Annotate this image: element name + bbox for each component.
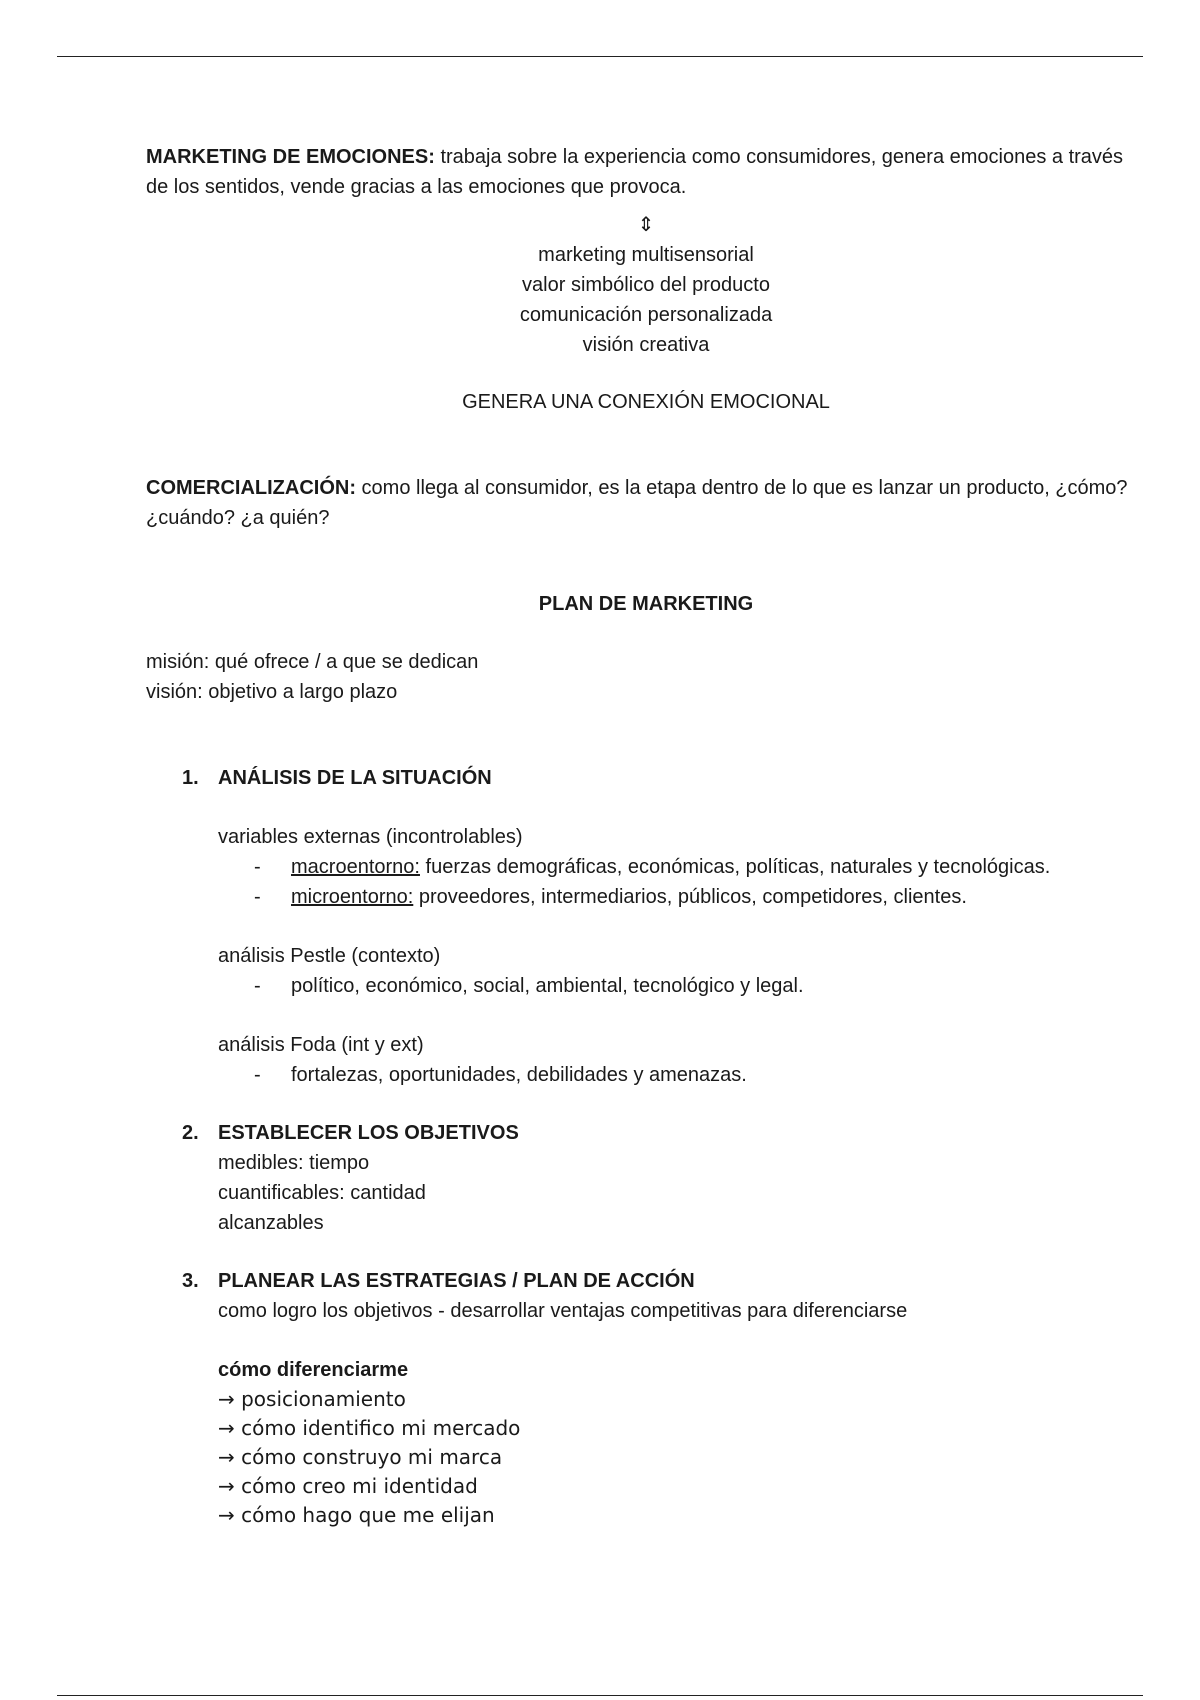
macroentorno-text: fuerzas demográficas, económicas, políticas, naturales y tecnológicas. <box>419 856 1051 878</box>
document-body <box>146 142 1146 1530</box>
dash-bullet: - <box>254 886 261 908</box>
section-title: ANÁLISIS DE LA SITUACIÓN <box>218 767 492 789</box>
pestle-item-text: político, económico, social, ambiental, tecnológico y legal. <box>291 975 804 997</box>
marketing-emociones-definition: trabaja sobre la experiencia como consumidores, genera emociones a través de los sentidos, vende gracias a las emociones que provoca. <box>146 146 1124 198</box>
pestle-heading: análisis Pestle (contexto) <box>218 945 441 967</box>
comercializacion-definition: como llega al consumidor, es la etapa dentro de lo que es lanzar un producto, ¿cómo? ¿cuándo? ¿a quién? <box>146 477 1128 529</box>
objetivo-line: medibles: tiempo <box>218 1152 370 1174</box>
mision-line: misión: qué ofrece / a que se dedican <box>146 651 479 673</box>
microentorno-item <box>146 882 1146 912</box>
section-number: 1. <box>182 767 199 789</box>
marketing-emociones-term: MARKETING DE EMOCIONES: <box>146 146 435 168</box>
top-rule <box>57 56 1143 57</box>
diferenciarme-item: → cómo hago que me elijan <box>218 1503 495 1527</box>
diferenciarme-item: → cómo identifico mi mercado <box>218 1416 521 1440</box>
diferenciarme-heading: cómo diferenciarme <box>218 1359 409 1381</box>
section-objetivos <box>146 1118 1146 1238</box>
plan-title: PLAN DE MARKETING <box>538 593 754 615</box>
macroentorno-label: macroentorno: <box>291 856 420 878</box>
microentorno-label: microentorno: <box>291 886 414 908</box>
diferenciarme-item: → cómo construyo mi marca <box>218 1445 503 1469</box>
dash-bullet: - <box>254 856 261 878</box>
emociones-item: marketing multisensorial <box>538 244 754 266</box>
up-down-arrow-icon: ⇕ <box>637 214 655 236</box>
section-title: ESTABLECER LOS OBJETIVOS <box>218 1122 519 1144</box>
foda-item-text: fortalezas, oportunidades, debilidades y amenazas. <box>291 1064 747 1086</box>
section-title: PLANEAR LAS ESTRATEGIAS / PLAN DE ACCIÓN <box>218 1270 695 1292</box>
emociones-conclusion: GENERA UNA CONEXIÓN EMOCIONAL <box>462 391 830 413</box>
vision-line: visión: objetivo a largo plazo <box>146 681 398 703</box>
comercializacion-paragraph <box>146 473 1146 533</box>
objetivo-line: alcanzables <box>218 1212 324 1234</box>
diferenciarme-item: → posicionamiento <box>218 1387 406 1411</box>
foda-heading: análisis Foda (int y ext) <box>218 1034 424 1056</box>
objetivo-line: cuantificables: cantidad <box>218 1182 426 1204</box>
foda-item <box>146 1060 1146 1090</box>
bottom-rule <box>57 1695 1143 1696</box>
dash-bullet: - <box>254 975 261 997</box>
emociones-item: comunicación personalizada <box>519 304 773 326</box>
marketing-emociones-paragraph <box>146 142 1146 202</box>
macroentorno-item <box>146 852 1146 882</box>
comercializacion-term: COMERCIALIZACIÓN: <box>146 477 356 499</box>
pestle-item <box>146 971 1146 1001</box>
section-number: 2. <box>182 1122 199 1144</box>
emociones-item: valor simbólico del producto <box>522 274 770 296</box>
section-subtitle: como logro los objetivos - desarrollar ventajas competitivas para diferenciarse <box>218 1300 908 1322</box>
dash-bullet: - <box>254 1064 261 1086</box>
emociones-list <box>146 210 1146 417</box>
section-analisis <box>146 763 1146 1090</box>
emociones-item: visión creativa <box>582 334 710 356</box>
diferenciarme-item: → cómo creo mi identidad <box>218 1474 478 1498</box>
variables-heading: variables externas (incontrolables) <box>218 826 523 848</box>
section-number: 3. <box>182 1270 199 1292</box>
section-estrategias <box>146 1266 1146 1530</box>
microentorno-text: proveedores, intermediarios, públicos, competidores, clientes. <box>413 886 967 908</box>
